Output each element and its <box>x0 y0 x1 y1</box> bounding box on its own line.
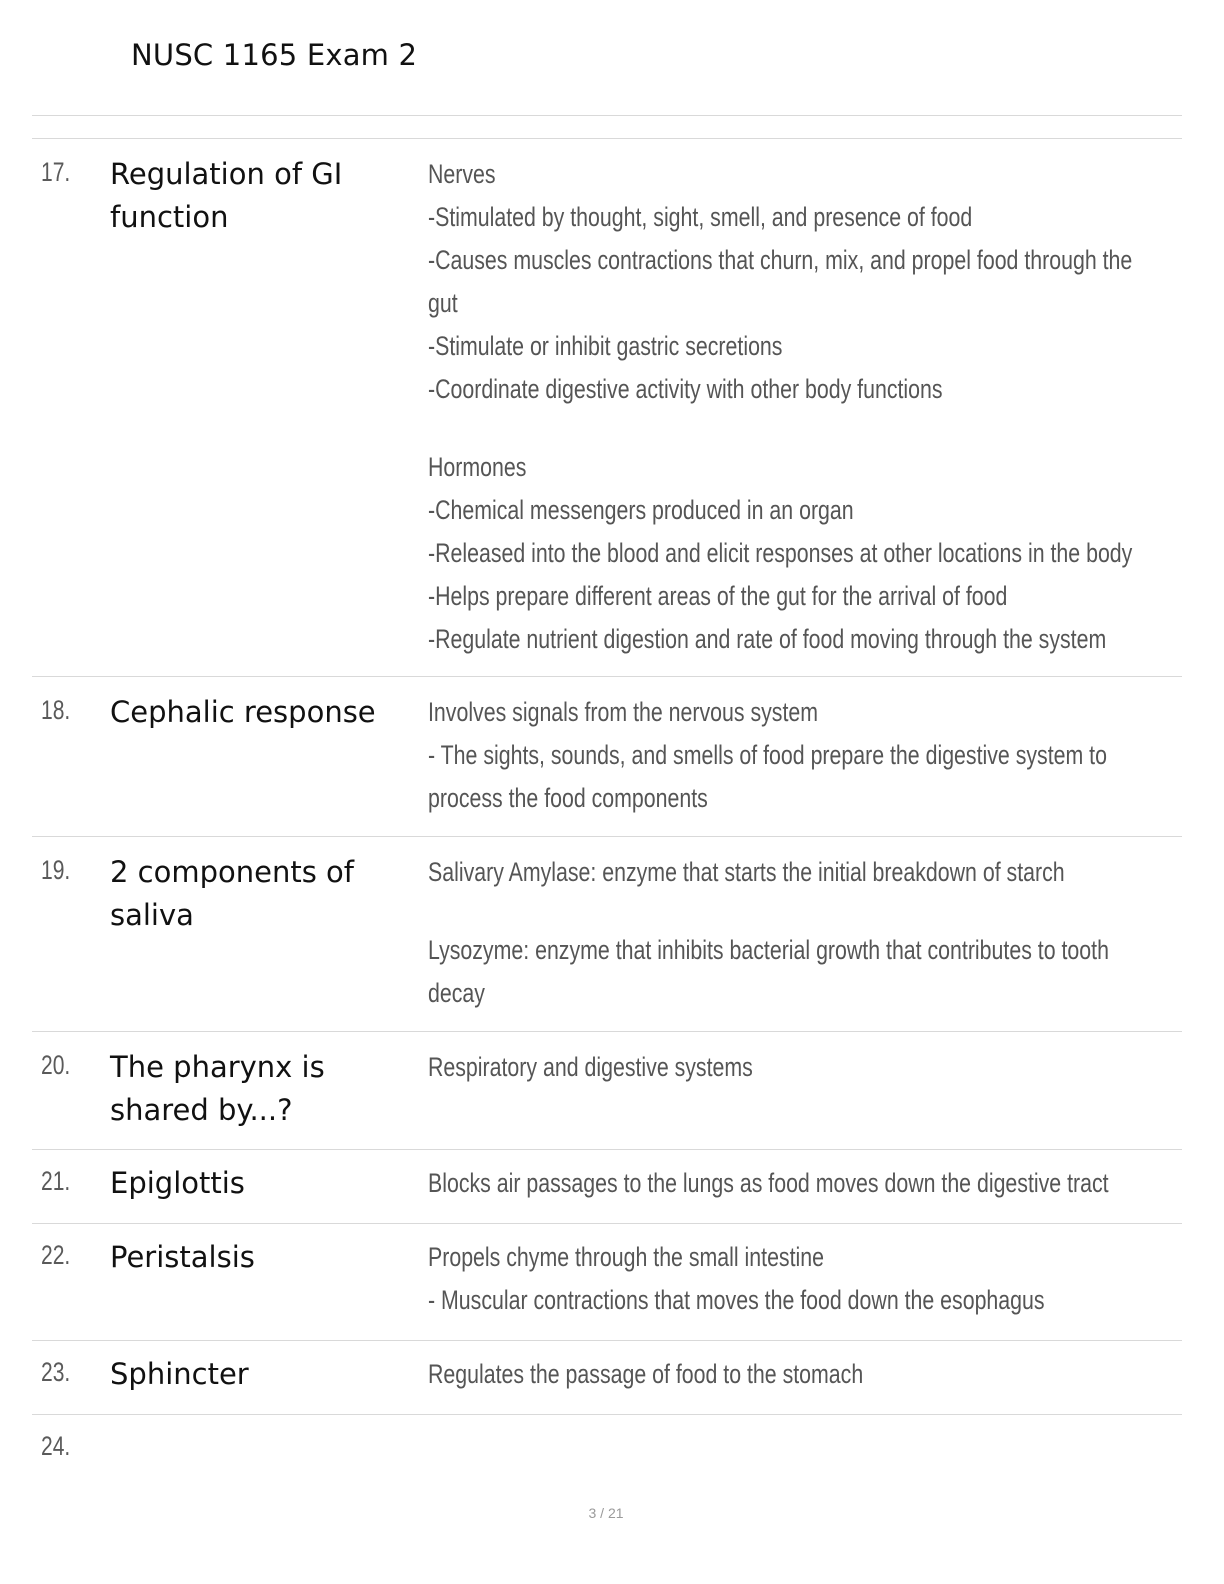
card-number: 22. <box>41 1240 71 1270</box>
flashcard-row <box>32 1341 1182 1415</box>
card-number: 21. <box>41 1166 71 1196</box>
definition-line: -Stimulated by thought, sight, smell, and presence of food <box>428 202 973 232</box>
flashcard-row <box>32 677 1182 837</box>
card-term: The pharynx is shared by...? <box>110 1050 325 1127</box>
card-number: 23. <box>41 1357 71 1387</box>
card-term: Regulation of GI function <box>110 157 343 234</box>
header-divider <box>32 115 1182 116</box>
card-number: 24. <box>41 1431 71 1461</box>
card-term: 2 components of saliva <box>110 855 355 932</box>
card-definition <box>428 851 1163 1015</box>
card-term: Sphincter <box>110 1357 249 1391</box>
definition-line: -Stimulate or inhibit gastric secretions <box>428 331 783 361</box>
card-number: 20. <box>41 1050 71 1080</box>
definition-line: -Helps prepare different areas of the gut for the arrival of food <box>428 581 1008 611</box>
card-definition <box>428 1046 1163 1089</box>
definition-line: Lysozyme: enzyme that inhibits bacterial growth that contributes to tooth <box>428 935 1109 965</box>
flashcard-row <box>32 1150 1182 1224</box>
flashcard-row <box>32 1224 1182 1341</box>
flashcard-list <box>32 139 1182 1475</box>
flashcard-row <box>32 139 1182 677</box>
card-number: 19. <box>41 855 71 885</box>
definition-line: -Regulate nutrient digestion and rate of food moving through the system <box>428 624 1107 654</box>
card-definition <box>428 1236 1163 1322</box>
definition-line: Hormones <box>428 452 527 482</box>
card-term: Peristalsis <box>110 1240 255 1274</box>
card-term: Epiglottis <box>110 1166 245 1200</box>
definition-line: - Muscular contractions that moves the food down the esophagus <box>428 1285 1045 1315</box>
page-number: 3 / 21 <box>588 1505 624 1521</box>
definition-line: gut <box>428 288 458 318</box>
card-definition <box>428 1353 1163 1396</box>
card-definition <box>428 1162 1163 1205</box>
definition-line: -Causes muscles contractions that churn, mix, and propel food through the <box>428 245 1133 275</box>
definition-line: Blocks air passages to the lungs as food moves down the digestive tract <box>428 1168 1109 1198</box>
definition-block-gap <box>428 411 1163 446</box>
flashcard-row <box>32 1415 1182 1475</box>
definition-block-gap <box>428 894 1163 929</box>
card-definition <box>428 691 1163 820</box>
definition-line: process the food components <box>428 783 708 813</box>
document-title: NUSC 1165 Exam 2 <box>131 38 418 72</box>
definition-line: Propels chyme through the small intestine <box>428 1242 824 1272</box>
flashcard-row <box>32 1032 1182 1150</box>
definition-line: -Chemical messengers produced in an organ <box>428 495 854 525</box>
card-term: Cephalic response <box>110 695 376 729</box>
card-number: 18. <box>41 695 71 725</box>
definition-line: Salivary Amylase: enzyme that starts the initial breakdown of starch <box>428 857 1065 887</box>
flashcard-row <box>32 837 1182 1032</box>
definition-line: -Coordinate digestive activity with other body functions <box>428 374 943 404</box>
card-definition <box>428 153 1163 661</box>
definition-line: Involves signals from the nervous system <box>428 697 819 727</box>
card-number: 17. <box>41 157 71 187</box>
definition-line: - The sights, sounds, and smells of food prepare the digestive system to <box>428 740 1107 770</box>
definition-line: Regulates the passage of food to the stomach <box>428 1359 864 1389</box>
definition-line: -Released into the blood and elicit responses at other locations in the body <box>428 538 1133 568</box>
definition-line: Respiratory and digestive systems <box>428 1052 753 1082</box>
definition-line: decay <box>428 978 485 1008</box>
definition-line: Nerves <box>428 159 496 189</box>
